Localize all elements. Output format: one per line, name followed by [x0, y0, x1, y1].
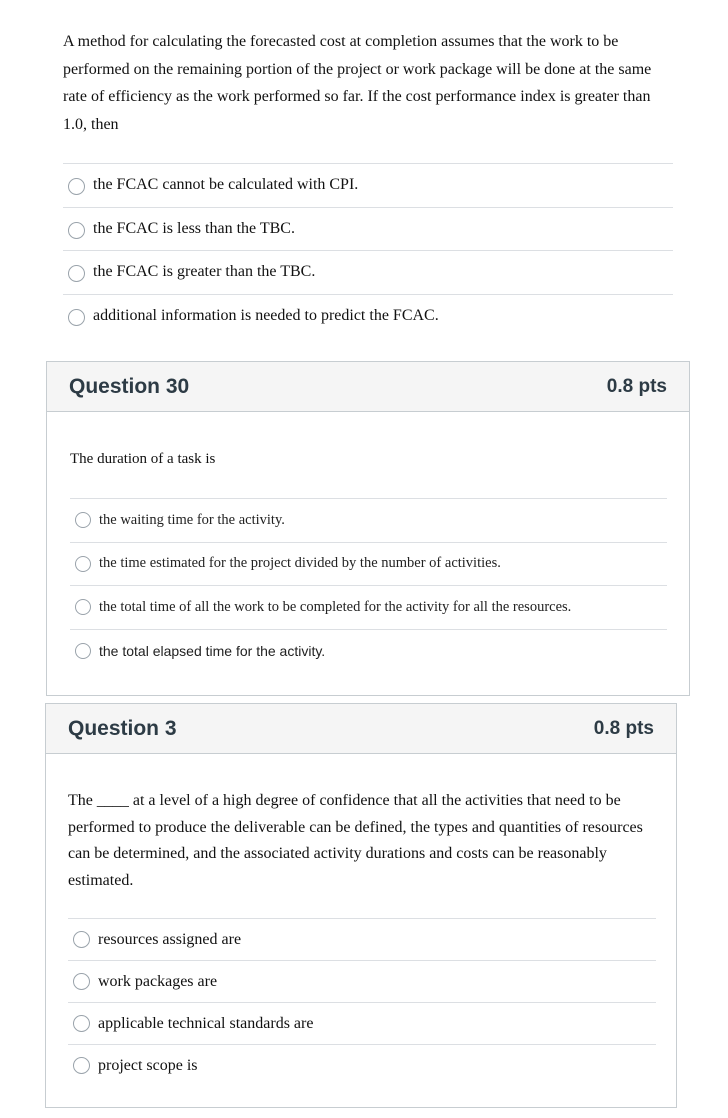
answer-option[interactable] [70, 542, 667, 586]
radio-button[interactable] [68, 178, 85, 195]
radio-button[interactable] [73, 1057, 90, 1074]
answer-option-label: additional information is needed to predict the FCAC. [93, 306, 439, 324]
question-text: A method for calculating the forecasted cost at completion assumes that the work to be performed on the remaining portion of the project or work package will be done at the same rate of efficiency as the work performed so far. If the cost performance index is greater than 1.0, then [63, 33, 652, 133]
radio-button[interactable] [75, 599, 91, 615]
radio-button[interactable] [75, 556, 91, 572]
question-points: 0.8 pts [606, 375, 667, 397]
answer-option[interactable] [63, 163, 673, 207]
question-card-30 [46, 361, 690, 696]
answer-options [70, 498, 667, 672]
answer-option[interactable] [70, 498, 667, 542]
answer-options [63, 163, 673, 337]
answer-option[interactable] [70, 629, 667, 673]
question-card-3 [45, 703, 677, 1108]
answer-option-label: applicable technical standards are [98, 1014, 314, 1032]
question-points: 0.8 pts [593, 717, 654, 739]
answer-option-label: the FCAC cannot be calculated with CPI. [93, 176, 359, 194]
answer-option[interactable] [68, 1044, 656, 1086]
answer-option-label: project scope is [98, 1056, 198, 1074]
answer-option[interactable] [63, 207, 673, 251]
radio-button[interactable] [68, 309, 85, 326]
answer-option-label: the time estimated for the project divided by the number of activities. [99, 555, 501, 572]
question-text: The ____ at a level of a high degree of confidence that all the activities that need to be performed to produce the deliverable can be defined, the types and quantities of resources can be determined, and the associated activity durations and costs can be reasonably estimated. [68, 792, 643, 889]
radio-button[interactable] [68, 265, 85, 282]
question-header [47, 362, 689, 412]
answer-option-label: the waiting time for the activity. [99, 511, 285, 528]
question-title: Question 3 [68, 716, 177, 740]
answer-option[interactable] [68, 960, 656, 1002]
answer-option-label: work packages are [98, 972, 218, 990]
question-header [46, 704, 676, 754]
answer-option[interactable] [63, 250, 673, 294]
answer-option[interactable] [68, 1002, 656, 1044]
answer-option[interactable] [63, 294, 673, 338]
radio-button[interactable] [75, 643, 91, 659]
answer-options [68, 918, 656, 1086]
answer-option-label: the FCAC is greater than the TBC. [93, 263, 316, 281]
answer-option[interactable] [68, 918, 656, 960]
radio-button[interactable] [68, 222, 85, 239]
answer-option-label: resources assigned are [98, 930, 242, 948]
question-text: The duration of a task is [70, 451, 216, 467]
answer-option-label: the total elapsed time for the activity. [99, 642, 326, 659]
radio-button[interactable] [75, 512, 91, 528]
answer-option-label: the total time of all the work to be completed for the activity for all the resources. [99, 598, 572, 615]
answer-option[interactable] [70, 585, 667, 629]
question-title: Question 30 [69, 374, 190, 398]
radio-button[interactable] [73, 973, 90, 990]
radio-button[interactable] [73, 1015, 90, 1032]
radio-button[interactable] [73, 931, 90, 948]
answer-option-label: the FCAC is less than the TBC. [93, 219, 295, 237]
